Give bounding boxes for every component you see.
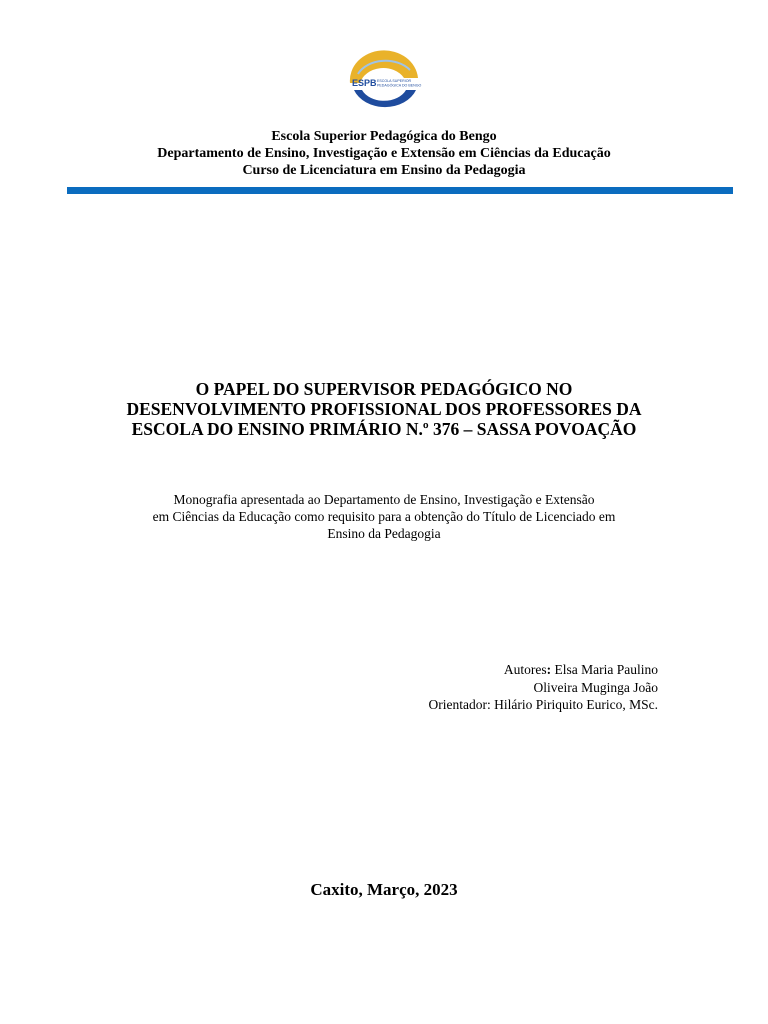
espb-logo-icon [346,50,422,116]
purpose-statement [110,491,658,542]
purpose-line-2: em Ciências da Educação como requisito para a obtenção do Título de Licenciado em [152,509,616,524]
thesis-title [0,379,768,439]
advisor: Orientador: Hilário Piriquito Eurico, MSc. [428,697,658,712]
institution-header [0,128,768,179]
purpose-line-1: Monografia apresentada ao Departamento de Ensino, Investigação e Extensão [173,492,595,507]
authors-colon: : [546,662,552,677]
logo-name-line1: ESCOLA SUPERIOR [377,79,412,83]
school-logo [346,50,422,116]
title-line-1: O PAPEL DO SUPERVISOR PEDAGÓGICO NO [195,379,573,399]
title-line-2: DESENVOLVIMENTO PROFISSIONAL DOS PROFESSORES DA [126,399,642,419]
logo-name-line2: PEDAGÓGICA DO BENGO [377,83,422,88]
authors-label: Autores [503,662,547,677]
header-divider [67,187,733,194]
author-1: Elsa Maria Paulino [554,662,658,677]
place-and-date: Caxito, Março, 2023 [310,880,458,899]
logo-acronym: ESPB [352,78,377,88]
purpose-line-3: Ensino da Pedagogia [327,526,441,541]
author-2: Oliveira Muginga João [533,679,658,695]
department-name: Departamento de Ensino, Investigação e Extensão em Ciências da Educação [157,146,611,161]
logo-blue-arc [354,90,416,107]
course-name: Curso de Licenciatura em Ensino da Pedagogia [242,163,526,178]
school-name: Escola Superior Pedagógica do Bengo [271,129,497,144]
title-line-3: ESCOLA DO ENSINO PRIMÁRIO N.º 376 – SASSA POVOAÇÃO [131,419,637,439]
authors-line [340,661,658,679]
authors-block [340,661,658,714]
